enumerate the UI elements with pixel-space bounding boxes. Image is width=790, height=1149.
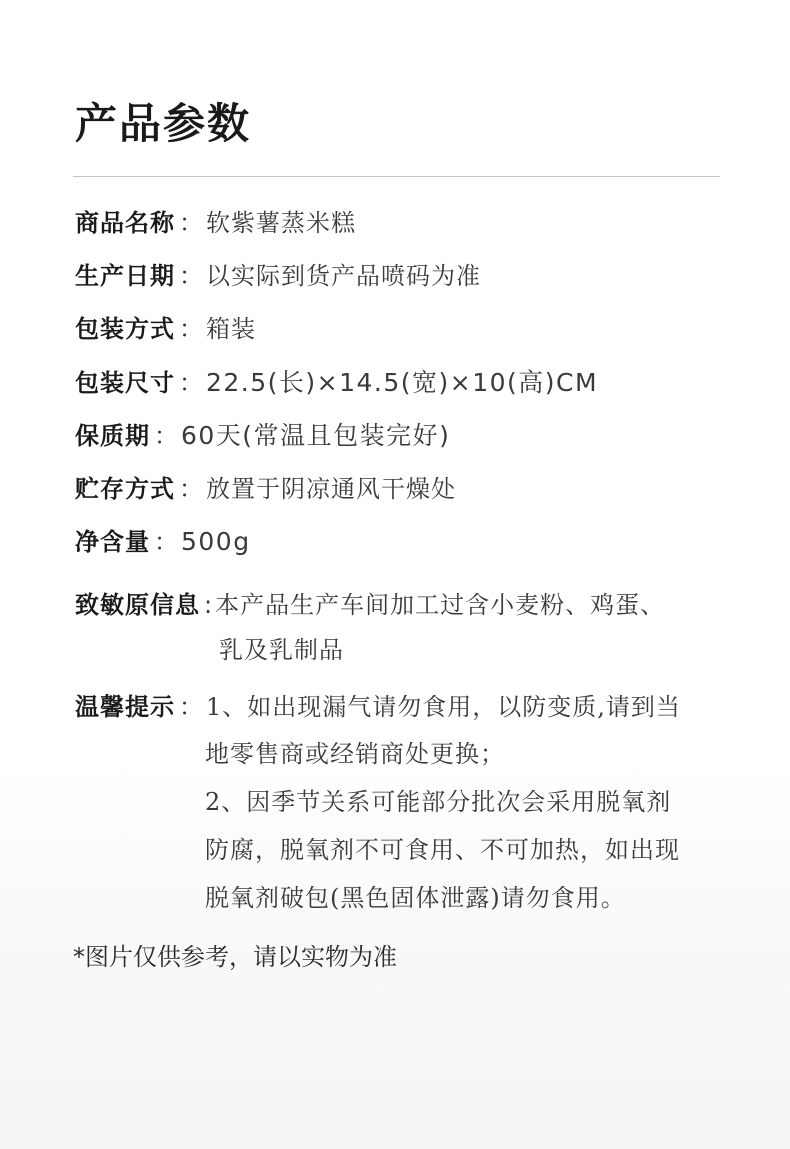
tips-line-1: 1、如出现漏气请勿食用，以防变质,请到当 bbox=[206, 693, 681, 721]
param-value: 500g bbox=[181, 527, 251, 556]
param-production-date bbox=[75, 259, 481, 293]
tips-line-4: 防腐，脱氧剂不可食用、不可加热，如出现 bbox=[205, 836, 680, 864]
allergen-label: 致敏原信息 bbox=[75, 590, 200, 619]
param-value: 箱装 bbox=[206, 315, 256, 343]
param-value: 22.5(长)×14.5(宽)×10(高)CM bbox=[206, 368, 599, 397]
param-label: 包装方式 bbox=[75, 314, 175, 343]
param-colon: ： bbox=[179, 475, 204, 503]
tips-line-5: 脱氧剂破包(黑色固体泄露)请勿食用。 bbox=[205, 884, 626, 912]
tips-label: 温馨提示 bbox=[75, 692, 175, 721]
param-colon: ： bbox=[154, 422, 179, 450]
param-net-weight bbox=[75, 525, 251, 559]
page-title: 产品参数 bbox=[75, 99, 252, 148]
param-value: 放置于阴凉通风干燥处 bbox=[206, 475, 456, 503]
param-storage bbox=[75, 472, 456, 506]
param-colon: ： bbox=[179, 315, 204, 343]
allergen-line-2: 乳及乳制品 bbox=[219, 636, 344, 664]
divider bbox=[73, 176, 720, 177]
param-shelf-life bbox=[75, 419, 450, 453]
tips-line-3: 2、因季节关系可能部分批次会采用脱氧剂 bbox=[205, 788, 672, 816]
allergen-line-1: 本产品生产车间加工过含小麦粉、鸡蛋、 bbox=[215, 591, 666, 619]
allergen-info bbox=[75, 588, 665, 622]
tips-line-2: 地零售商或经销商处更换； bbox=[205, 740, 505, 768]
param-packaging-size bbox=[75, 366, 598, 400]
allergen-colon: : bbox=[204, 591, 214, 619]
param-label: 商品名称 bbox=[75, 208, 175, 237]
param-colon: ： bbox=[179, 262, 204, 290]
tips-colon: ： bbox=[179, 693, 204, 721]
param-value: 60天(常温且包装完好) bbox=[181, 421, 451, 450]
param-label: 净含量 bbox=[75, 527, 150, 556]
param-packaging-method bbox=[75, 312, 256, 346]
param-label: 贮存方式 bbox=[75, 474, 175, 503]
param-colon: ： bbox=[179, 369, 204, 397]
param-label: 生产日期 bbox=[75, 261, 175, 290]
param-colon: ： bbox=[179, 209, 204, 237]
tips bbox=[75, 690, 681, 724]
param-colon: ： bbox=[154, 528, 179, 556]
param-product-name bbox=[75, 206, 356, 240]
param-value: 软紫薯蒸米糕 bbox=[206, 209, 356, 237]
param-value: 以实际到货产品喷码为准 bbox=[206, 262, 481, 290]
disclaimer-note: *图片仅供参考，请以实物为准 bbox=[73, 943, 397, 971]
param-label: 包装尺寸 bbox=[75, 368, 175, 397]
param-label: 保质期 bbox=[75, 421, 150, 450]
